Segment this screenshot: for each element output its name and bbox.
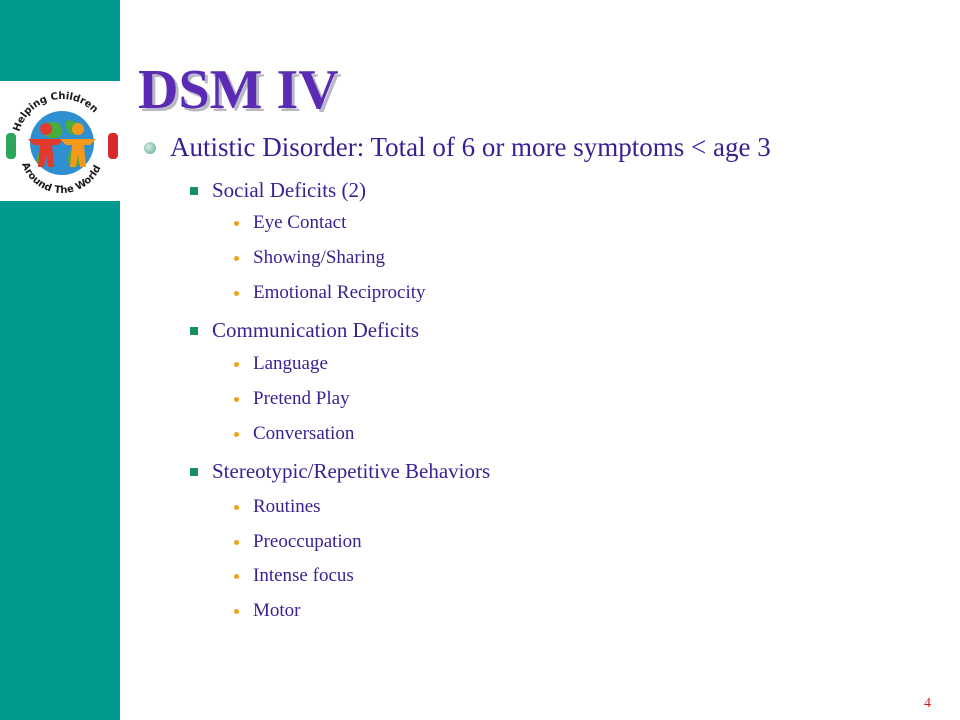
list-item-text: Intense focus — [253, 565, 354, 586]
list-item — [234, 282, 426, 304]
list-item — [234, 212, 346, 234]
list-item-text: Showing/Sharing — [253, 247, 385, 268]
list-item — [234, 565, 354, 587]
list-item — [234, 423, 354, 445]
dot-bullet-icon — [234, 609, 239, 614]
list-item-text: Routines — [253, 496, 321, 517]
list-item-text: Conversation — [253, 423, 355, 444]
square-bullet-icon — [190, 187, 198, 195]
list-item-text: Eye Contact — [253, 212, 347, 233]
list-item-text: Preoccupation — [253, 531, 362, 552]
section-label: Communication Deficits — [212, 318, 420, 342]
list-item — [234, 600, 301, 622]
dot-bullet-icon — [234, 397, 239, 402]
logo-text-bottom: Around The World — [19, 160, 104, 197]
section-label: Stereotypic/Repetitive Behaviors — [212, 459, 491, 483]
list-item — [234, 247, 385, 269]
section-label: Social Deficits (2) — [212, 178, 366, 202]
dot-bullet-icon — [234, 362, 239, 367]
dot-bullet-icon — [234, 574, 239, 579]
list-item — [234, 388, 350, 410]
globe-with-children-icon — [0, 81, 122, 201]
list-item — [234, 531, 362, 553]
list-item — [234, 353, 328, 375]
dot-bullet-icon — [234, 256, 239, 261]
dot-bullet-icon — [234, 221, 239, 226]
dot-bullet-icon — [234, 432, 239, 437]
list-item-text: Motor — [253, 600, 301, 621]
dot-bullet-icon — [234, 291, 239, 296]
section-heading — [190, 459, 490, 484]
list-item-text: Language — [253, 353, 328, 374]
section-heading — [190, 318, 419, 343]
dot-bullet-icon — [234, 505, 239, 510]
section-heading — [190, 178, 366, 203]
list-item — [234, 496, 321, 518]
logo-text-top: Helping Children — [11, 90, 100, 134]
list-item-text: Pretend Play — [253, 388, 350, 409]
main-point — [144, 132, 771, 163]
square-bullet-icon — [190, 468, 198, 476]
logo — [0, 81, 122, 201]
round-bullet-icon — [144, 142, 156, 154]
dot-bullet-icon — [234, 540, 239, 545]
square-bullet-icon — [190, 327, 198, 335]
page-number: 4 — [924, 696, 931, 711]
main-point-text: Autistic Disorder: Total of 6 or more symptoms < age 3 — [170, 132, 771, 162]
slide-title: DSM IV — [138, 59, 339, 121]
list-item-text: Emotional Reciprocity — [253, 282, 426, 303]
